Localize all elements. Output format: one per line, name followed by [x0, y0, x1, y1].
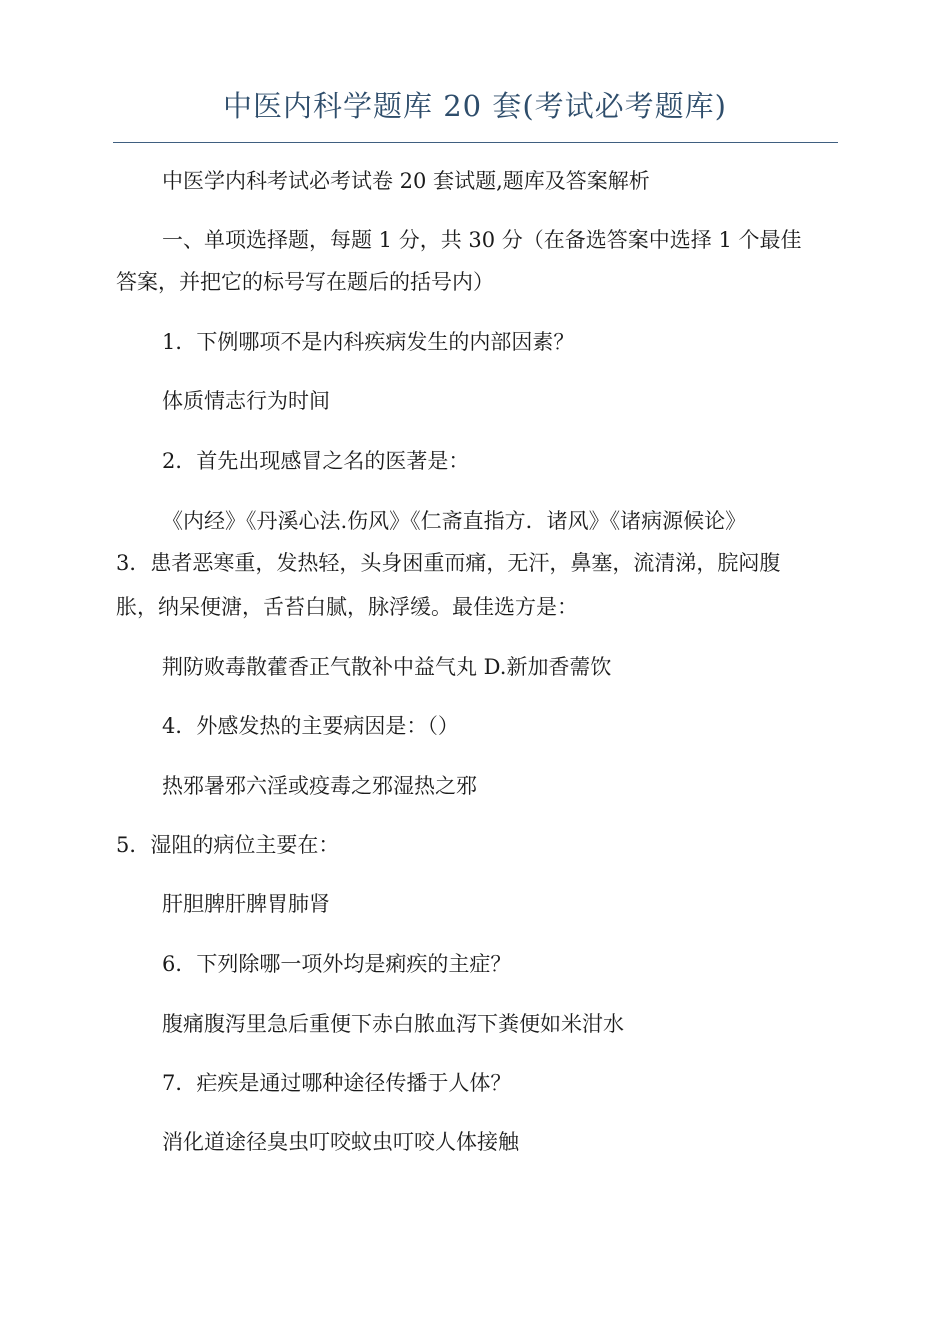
question-7: 7．疟疾是通过哪种途径传播于人体？: [162, 1071, 512, 1095]
answer-options-7: 消化道途径臭虫叮咬蚊虫叮咬人体接触: [162, 1130, 519, 1154]
question-3-line-2: 胀，纳呆便溏，舌苔白腻，脉浮缓。最佳选方是：: [116, 595, 578, 619]
question-3-line-1: 3．患者恶寒重，发热轻，头身困重而痛，无汗，鼻塞，流清涕，脘闷腹: [116, 551, 781, 575]
answer-options-1: 体质情志行为时间: [162, 389, 330, 413]
answer-options-3: 荆防败毒散藿香正气散补中益气丸 D.新加香薷饮: [162, 655, 612, 679]
question-4: 4．外感发热的主要病因是：（）: [162, 714, 459, 738]
answer-options-5: 肝胆脾肝脾胃肺肾: [162, 892, 330, 916]
question-5: 5．湿阻的病位主要在：: [116, 833, 340, 857]
subtitle-line: 中医学内科考试必考试卷 20 套试题,题库及答案解析: [162, 169, 650, 193]
document-title: 中医内科学题库 20 套(考试必考题库): [223, 89, 727, 123]
question-2: 2．首先出现感冒之名的医著是：: [162, 449, 470, 473]
question-1: 1．下例哪项不是内科疾病发生的内部因素？: [162, 330, 575, 354]
answer-options-2: 《内经》《丹溪心法.伤风》《仁斋直指方．诸风》《诸病源候论》: [162, 509, 747, 533]
answer-options-4: 热邪暑邪六淫或疫毒之邪湿热之邪: [162, 774, 477, 798]
question-6: 6．下列除哪一项外均是痢疾的主症？: [162, 952, 512, 976]
answer-options-6: 腹痛腹泻里急后重便下赤白脓血泻下粪便如米泔水: [162, 1012, 624, 1036]
section-heading-line-1: 一、单项选择题，每题 1 分，共 30 分（在备选答案中选择 1 个最佳: [162, 228, 802, 252]
title-divider: [113, 142, 838, 143]
section-heading-line-2: 答案，并把它的标号写在题后的括号内）: [116, 270, 494, 294]
